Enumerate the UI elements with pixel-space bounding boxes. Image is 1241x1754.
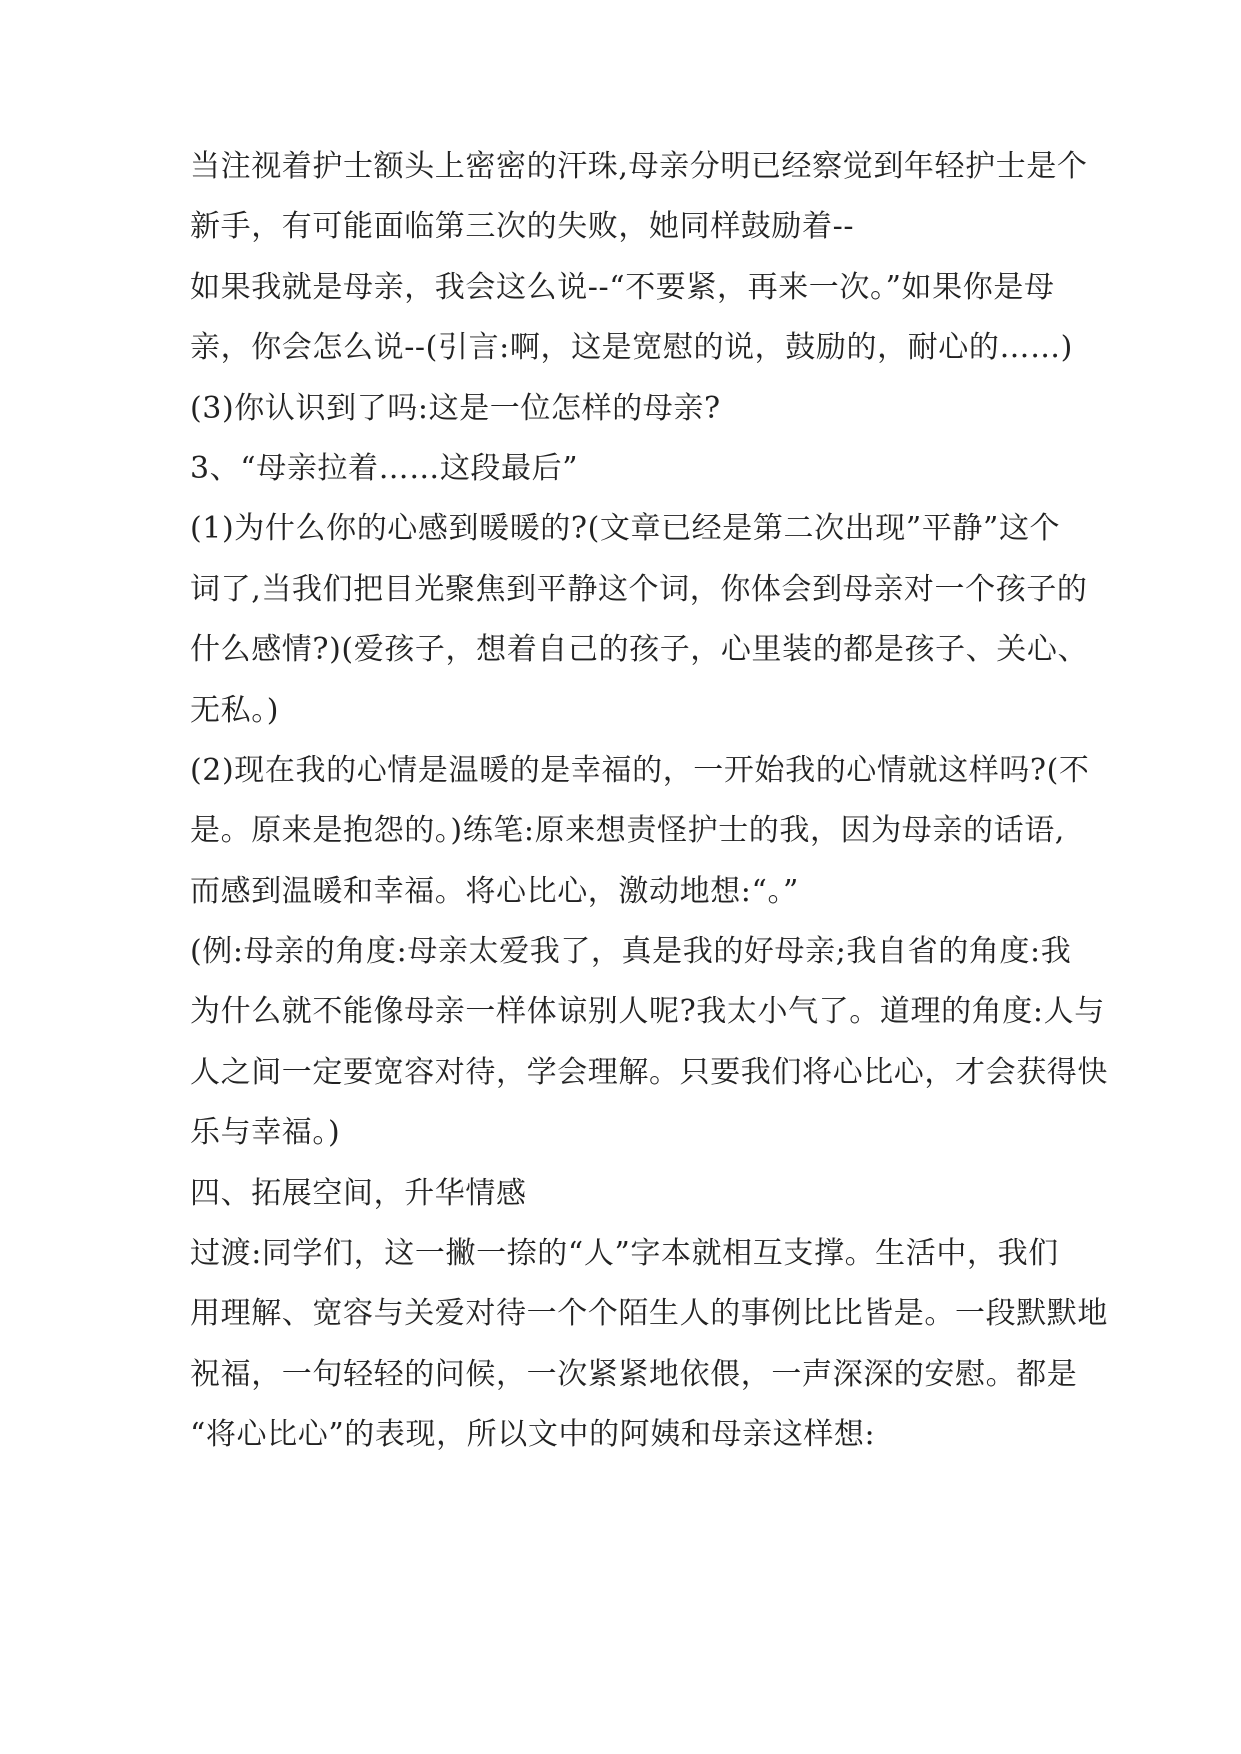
text-line: (例:母亲的角度:母亲太爱我了，真是我的好母亲;我自省的角度:我	[190, 934, 1072, 970]
text-line: 祝福，一句轻轻的问候，一次紧紧地依偎，一声深深的安慰。都是	[190, 1356, 1078, 1392]
text-line: (2)现在我的心情是温暖的是幸福的，一开始我的心情就这样吗?(不	[190, 752, 1090, 788]
section-heading: 3、“母亲拉着……这段最后”	[190, 450, 579, 486]
text-line: “将心比心”的表现，所以文中的阿姨和母亲这样想:	[190, 1417, 876, 1453]
text-line: 亲，你会怎么说--(引言:啊，这是宽慰的说，鼓励的，耐心的……)	[190, 330, 1073, 366]
text-line: 过渡:同学们，这一撇一捺的“人”字本就相互支撑。生活中，我们	[190, 1236, 1059, 1272]
text-line: 而感到温暖和幸福。将心比心，激动地想:“。”	[190, 873, 799, 909]
text-line: 新手，有可能面临第三次的失败，她同样鼓励着--	[190, 209, 855, 245]
text-line: 人之间一定要宽容对待，学会理解。只要我们将心比心，才会获得快	[190, 1054, 1108, 1090]
text-line: 当注视着护士额头上密密的汗珠,母亲分明已经察觉到年轻护士是个	[190, 149, 1088, 184]
text-line: 用理解、宽容与关爱对待一个个陌生人的事例比比皆是。一段默默地	[190, 1296, 1108, 1332]
section-heading: 四、拓展空间，升华情感	[190, 1175, 527, 1211]
text-line: (1)为什么你的心感到暖暖的?(文章已经是第二次出现”平静”这个	[190, 511, 1061, 547]
text-line: 是。原来是抱怨的。)练笔:原来想责怪护士的我，因为母亲的话语,	[190, 813, 1065, 849]
text-line: 词了,当我们把目光聚焦到平静这个词，你体会到母亲对一个孩子的	[190, 571, 1088, 607]
text-line: 无私。)	[190, 692, 280, 728]
text-line: 如果我就是母亲，我会这么说--“不要紧，再来一次。”如果你是母	[190, 269, 1055, 305]
text-line: 什么感情?)(爱孩子，想着自己的孩子，心里装的都是孩子、关心、	[190, 632, 1089, 668]
document-body	[190, 149, 1108, 1481]
text-line: (3)你认识到了吗:这是一位怎样的母亲?	[190, 390, 721, 426]
text-line: 乐与幸福。)	[190, 1115, 341, 1151]
text-line: 为什么就不能像母亲一样体谅别人呢?我太小气了。道理的角度:人与	[190, 994, 1105, 1030]
